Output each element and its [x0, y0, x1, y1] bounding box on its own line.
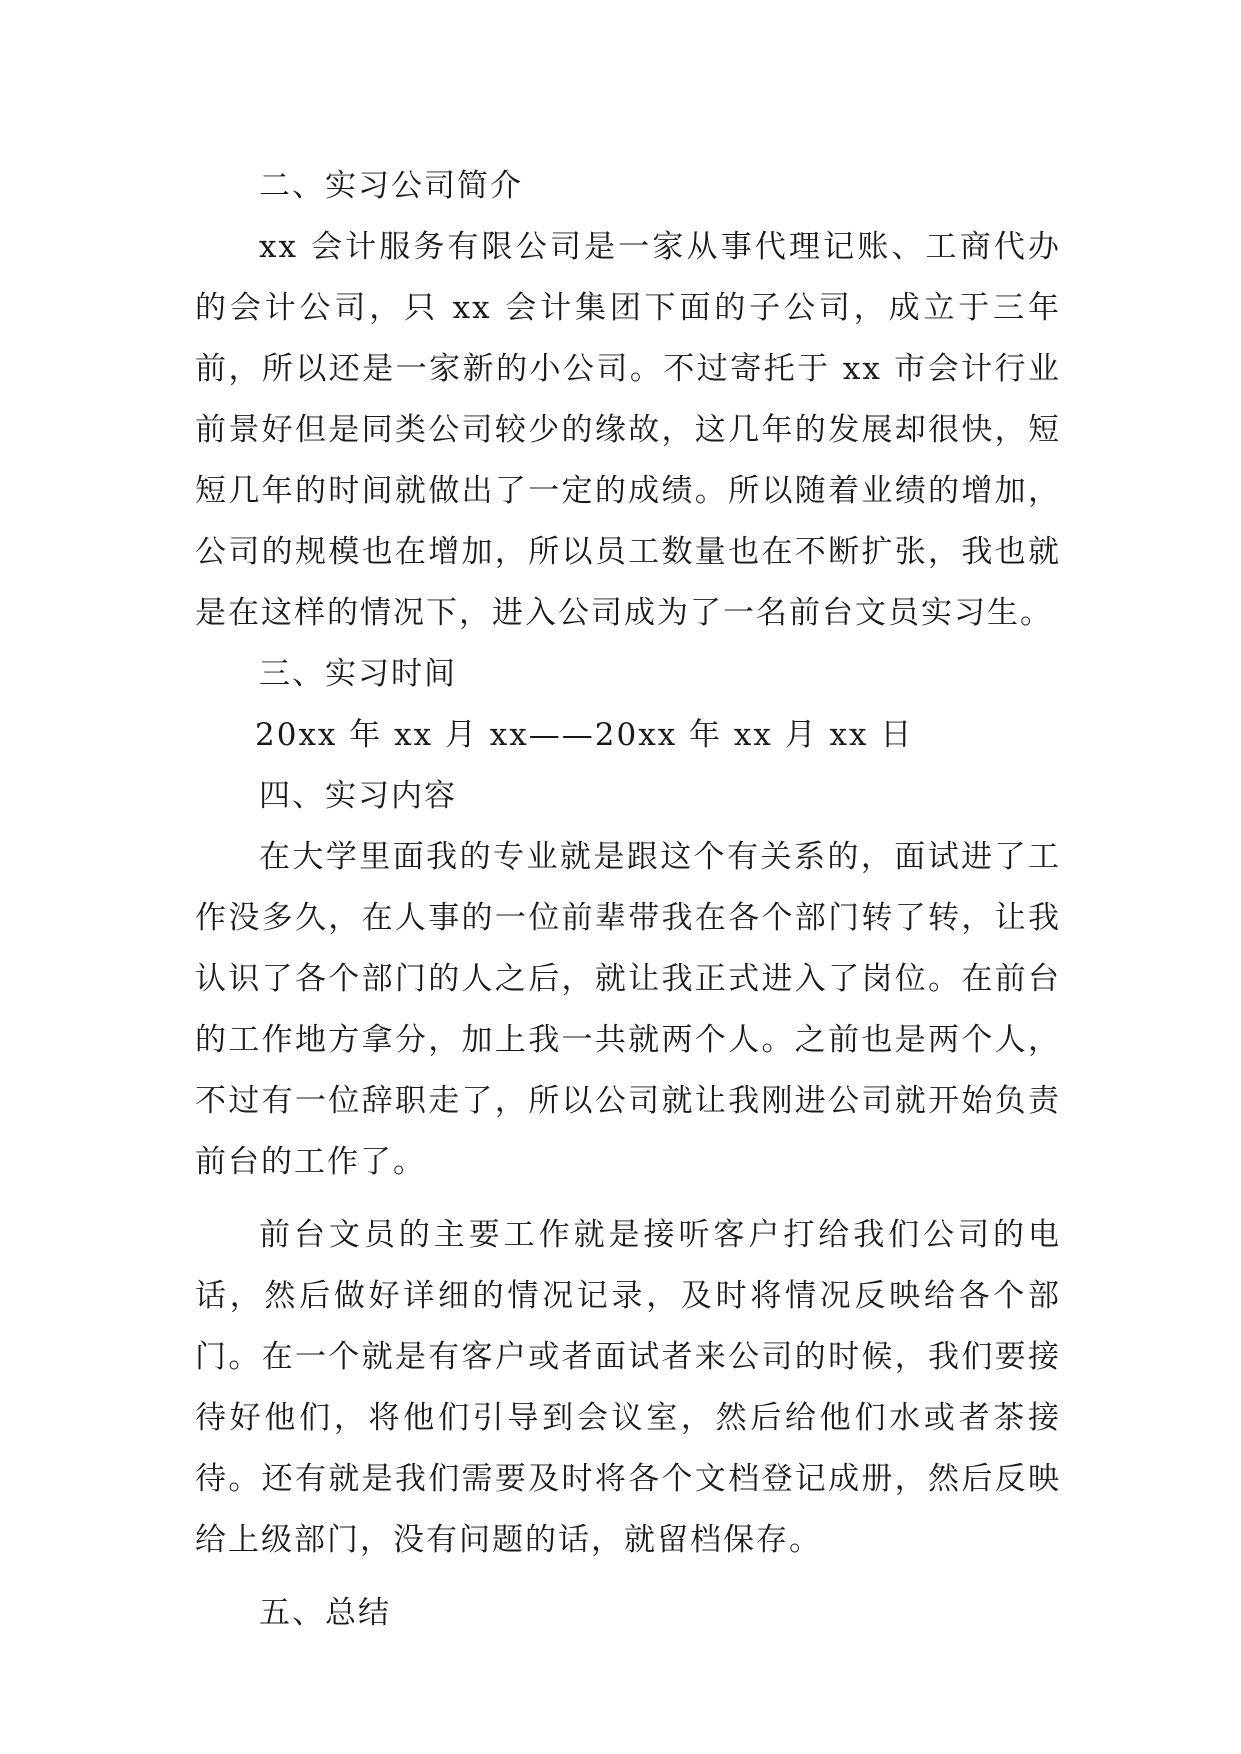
section-heading-internship-time: 三、实习时间 — [259, 656, 457, 692]
section-heading-summary: 五、总结 — [259, 1595, 391, 1631]
paragraph-internship-dates: 20xx 年 xx 月 xx——20xx 年 xx 月 xx 日 — [255, 717, 914, 753]
paragraph-company-intro: xx 会计服务有限公司是一家从事代理记账、工商代办的会计公司，只 xx 会计集团下面的子公司，成立于三年前，所以还是一家新的小公司。不过寄托于 xx 市会计行业前景好但是同类公司较少的缘故，这几年的发展却很快，短短几年的时间就做出了一定的成绩。所以随着业绩的增加，公司的规模也在增加，所以员工数量也在不断扩张，我也就是在这样的情况下，进入公司成为了一名前台文员实习生。 — [195, 229, 1061, 631]
paragraph-internship-content-2: 前台文员的主要工作就是接听客户打给我们公司的电话，然后做好详细的情况记录，及时将情况反映给各个部门。在一个就是有客户或者面试者来公司的时候，我们要接待好他们，将他们引导到会议室，然后给他们水或者茶接待。还有就是我们需要及时将各个文档登记成册，然后反映给上级部门，没有问题的话，就留档保存。 — [195, 1217, 1061, 1558]
section-heading-company-intro: 二、实习公司简介 — [259, 168, 523, 204]
document-body — [195, 156, 1061, 1644]
paragraph-internship-content-1: 在大学里面我的专业就是跟这个有关系的，面试进了工作没多久，在人事的一位前辈带我在各个部门转了转，让我认识了各个部门的人之后，就让我正式进入了岗位。在前台的工作地方拿分，加上我一共就两个人。之前也是两个人，不过有一位辞职走了，所以公司就让我刚进公司就开始负责前台的工作了。 — [195, 839, 1061, 1180]
section-heading-internship-content: 四、实习内容 — [259, 778, 457, 814]
